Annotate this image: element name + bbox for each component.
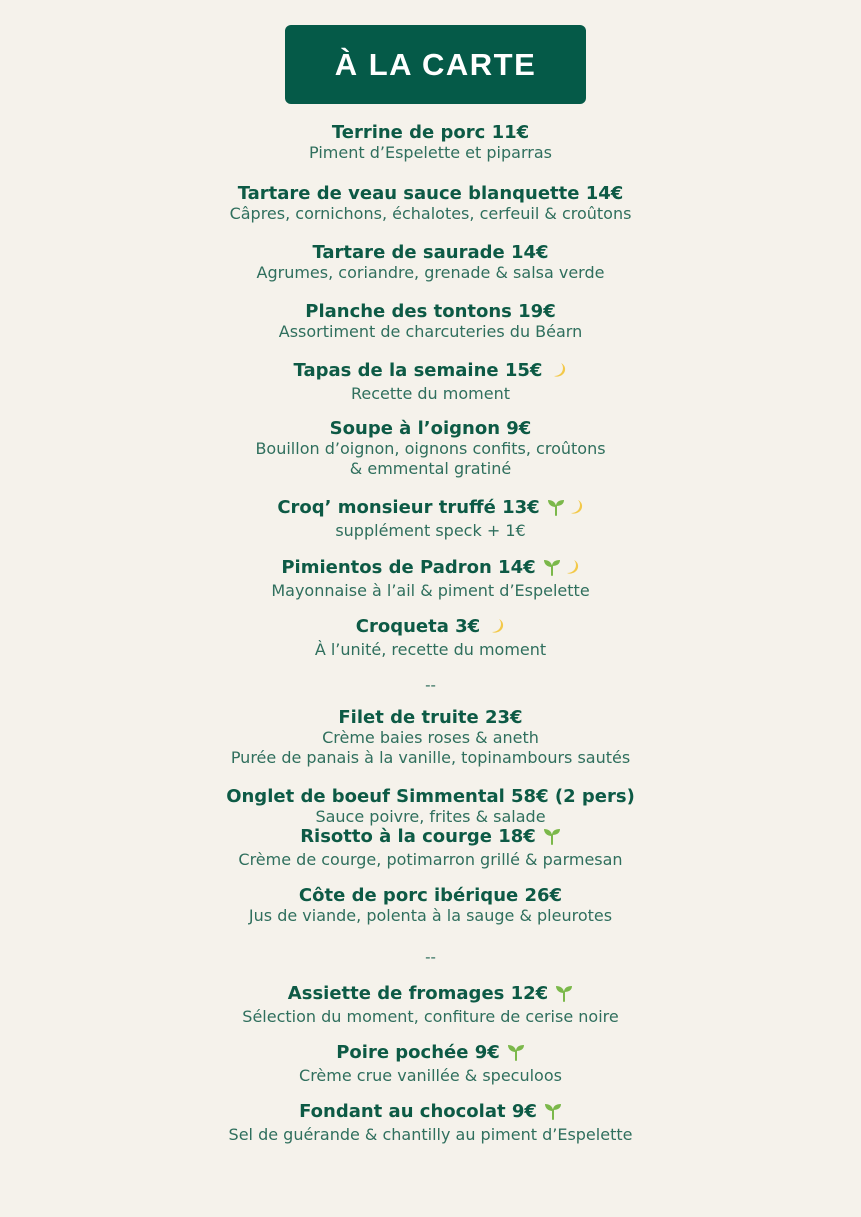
diet-icons: [542, 827, 561, 850]
menu-item-heading: [0, 1043, 861, 1066]
menu-item-name: Soupe à l’oignon 9€: [329, 418, 532, 439]
diet-icons: [542, 558, 580, 581]
menu-item-name: Croq’ monsieur truffé 13€: [277, 497, 540, 518]
menu-item: [0, 184, 861, 224]
menu-item-description: Mayonnaise à l’ail & piment d’Espelette: [271, 581, 590, 600]
menu-item-heading: [0, 1102, 861, 1125]
menu-item-name: Croqueta 3€: [355, 616, 481, 637]
moon-icon: [549, 361, 567, 379]
menu-item: [0, 123, 861, 163]
menu-item-heading: [0, 243, 861, 263]
menu-item-name: Terrine de porc 11€: [331, 122, 530, 143]
menu-item-description: Crème de courge, potimarron grillé & parmesan: [238, 850, 623, 869]
menu-item: [0, 1102, 861, 1145]
menu-item: [0, 302, 861, 342]
sprout-icon: [544, 1102, 562, 1120]
sprout-icon: [543, 558, 561, 576]
menu-item-description: Recette du moment: [351, 384, 510, 403]
menu-item: [0, 419, 861, 479]
menu-item-name: Poire pochée 9€: [336, 1042, 500, 1063]
diet-icons: [548, 361, 567, 384]
menu-item-name: Onglet de boeuf Simmental 58€ (2 pers): [226, 786, 635, 807]
menu-item-heading: [0, 787, 861, 807]
menu-item-name: Fondant au chocolat 9€: [299, 1101, 537, 1122]
menu-item: [0, 984, 861, 1027]
menu-item-description: & emmental gratiné: [349, 459, 512, 478]
menu-item-description: À l’unité, recette du moment: [314, 640, 547, 659]
menu-item-description: Crème crue vanillée & speculoos: [299, 1066, 562, 1085]
sprout-icon: [547, 498, 565, 516]
menu-item-heading: [0, 123, 861, 143]
sprout-icon: [543, 827, 561, 845]
moon-icon: [566, 498, 584, 516]
menu-item-name: Tartare de saurade 14€: [312, 242, 549, 263]
menu-item-name: Planche des tontons 19€: [305, 301, 556, 322]
menu-item-description: Purée de panais à la vanille, topinambours sautés: [230, 748, 631, 767]
menu-item-description: Piment d’Espelette et piparras: [309, 143, 552, 162]
menu-item-heading: [0, 184, 861, 204]
moon-icon: [562, 558, 580, 576]
diet-icons: [486, 617, 505, 640]
menu-item-name: Tapas de la semaine 15€: [293, 360, 543, 381]
menu-item-description: Jus de viande, polenta à la sauge & pleurotes: [248, 906, 613, 925]
menu-item-description: supplément speck + 1€: [335, 521, 526, 540]
menu-item-heading: [0, 361, 861, 384]
menu-item: [0, 617, 861, 660]
menu-item-heading: [0, 558, 861, 581]
menu-item-description: Assortiment de charcuteries du Béarn: [278, 322, 583, 341]
diet-icons: [543, 1102, 562, 1125]
menu-item-heading: [0, 419, 861, 439]
diet-icons: [506, 1043, 525, 1066]
menu-item-heading: [0, 498, 861, 521]
menu-item-name: Pimientos de Padron 14€: [281, 557, 536, 578]
menu-item-description: Sélection du moment, confiture de cerise noire: [242, 1007, 619, 1026]
menu-item-heading: [0, 984, 861, 1007]
menu-item-name: Risotto à la courge 18€: [300, 826, 536, 847]
menu-item: [0, 498, 861, 541]
menu-item-heading: [0, 708, 861, 728]
menu-item-heading: [0, 302, 861, 322]
menu-item: [0, 886, 861, 926]
menu-item-description: Agrumes, coriandre, grenade & salsa verde: [256, 263, 605, 282]
menu-item-description: Crème baies roses & aneth: [322, 728, 539, 747]
menu-item-description: Câpres, cornichons, échalotes, cerfeuil & croûtons: [229, 204, 632, 223]
menu-item-heading: [0, 617, 861, 640]
section-separator: --: [425, 676, 436, 694]
menu-item-name: Côte de porc ibérique 26€: [298, 885, 563, 906]
section-separator: --: [425, 948, 436, 966]
sprout-icon: [555, 984, 573, 1002]
menu-item: [0, 1043, 861, 1086]
page-title: À LA CARTE: [334, 46, 537, 82]
menu-item: [0, 787, 861, 827]
menu-item-name: Assiette de fromages 12€: [287, 983, 549, 1004]
menu-item-description: Bouillon d’oignon, oignons confits, croûtons: [255, 439, 606, 458]
menu-item-name: Tartare de veau sauce blanquette 14€: [237, 183, 624, 204]
menu-item: [0, 361, 861, 404]
menu-item: [0, 243, 861, 283]
moon-icon: [487, 617, 505, 635]
menu-item-heading: [0, 827, 861, 850]
menu-item-description: Sauce poivre, frites & salade: [315, 807, 546, 826]
diet-icons: [554, 984, 573, 1007]
menu-item: [0, 827, 861, 870]
menu-item-description: Sel de guérande & chantilly au piment d’Espelette: [228, 1125, 633, 1144]
diet-icons: [546, 498, 584, 521]
title-banner: [285, 25, 586, 104]
menu-item-name: Filet de truite 23€: [338, 707, 523, 728]
menu-item-heading: [0, 886, 861, 906]
sprout-icon: [507, 1043, 525, 1061]
menu-item: [0, 558, 861, 601]
menu-item: [0, 708, 861, 768]
